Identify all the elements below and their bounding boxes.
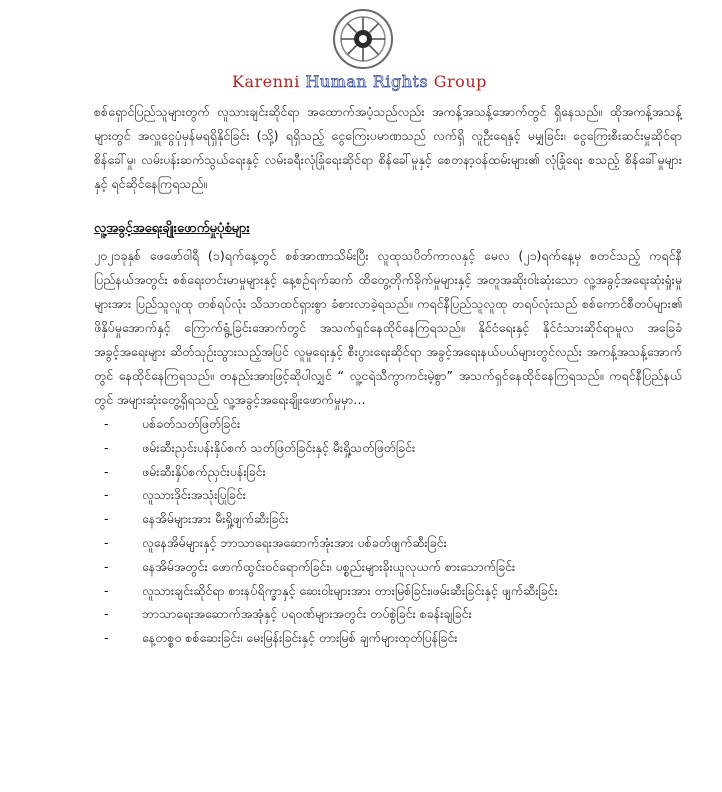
list-bullet: - bbox=[104, 630, 109, 646]
list-item bbox=[104, 579, 682, 603]
list-item bbox=[104, 626, 682, 650]
list-item-text: လူနေအိမ်များနှင့် ဘာသာရေးအဆောက်အုံးအား ပစ်ခတ်ဖျက်ဆီးခြင်း bbox=[142, 534, 447, 550]
org-name-word-2: Human Rights bbox=[305, 72, 429, 91]
list-bullet: - bbox=[104, 463, 109, 479]
list-item-text: ဖမ်းဆီးနှိပ်စက်ညှင်းပန်းခြင်း bbox=[142, 463, 266, 479]
list-item bbox=[104, 436, 682, 460]
list-item bbox=[104, 460, 682, 484]
list-bullet: - bbox=[104, 558, 109, 574]
org-name bbox=[232, 72, 487, 91]
list-item-text: နေအိမ်များအား မီးရှို့ဖျက်ဆီးခြင်း bbox=[142, 511, 289, 527]
list-item bbox=[104, 602, 682, 626]
list-item-text: ပစ်ခတ်သတ်ဖြတ်ခြင်း bbox=[142, 416, 241, 431]
intro-paragraph: စစ်ရှောင်ပြည်သူများတွက် လူသားချင်းဆိုင်ရာ အထောက်အပံ့သည်လည်း အကန့်အသန့်အောက်တွင် ရှိနေသည်။ ထိုအကန့်အသန့်များတွင် အလှူငွေပုံမှန်မရရှိနိုင်ခြင်း (သို့) ရရှိသည့် ငွေကြေးပမာဏသည် လက်ရှိ လူဦးရေနှင့် မမျှခြင်း၊ ငွေကြေးစီးဆင်းမှုဆိုင်ရာ စိန်ခေါ်မှု၊ လမ်းပန်းဆက်သွယ်ရေးနှင့် လမ်းခရီးလုံခြုံရေးဆိုင်ရာ စိန်ခေါ်မှုနှင့် စေတနာ့ဝန်ထမ်းများ၏ လုံခြုံရေး စသည့် စိန်ခေါ်မှုများနှင့် ရင်ဆိုင်နေကြရသည်။ bbox=[94, 104, 682, 191]
list-bullet: - bbox=[104, 582, 109, 598]
list-bullet: - bbox=[104, 534, 109, 550]
list-item-text: နေအိမ်အတွင်း ဖောက်ထွင်းဝင်ရောက်ခြင်း၊ ပစ္စည်းများခိုးယူလုယက် စားသောက်ခြင်း bbox=[142, 558, 516, 574]
section-paragraph: ၂၀၂၁ခုနှစ် ဖေဖော်ဝါရီ (၁)ရက်နေ့တွင် စစ်အာဏာသိမ်းပြီး လူထုသပိတ်ကာလနှင့် မေလ (၂၁)ရက်နေ့မှ စတင်သည့် ကရင်နီပြည်နယ်အတွင်း စစ်ရေးတင်းမာမှုများနှင့် နေ့စဉ်ရက်ဆက် ထိတွေ့တိုက်ခိုက်မှုများနှင့် အတူအဆိုးဝါးဆုံးသော လူ့အခွင့်အရေးဆုံးရှုံးမှုများအား ပြည်သူလူထု တစ်ရပ်လုံး သိသာထင်ရှားစွာ ခံစားလာခဲ့ရသည်။ ကရင်နီပြည်သူလူထု တရပ်လုံးသည် စစ်ကောင်စီတပ်များ၏ ဖိနှိပ်မှုအောက်နှင့် ကြောက်ရွံ့ခြင်းအောက်တွင် အသက်ရှင်နေထိုင်နေကြရသည်။ နိုင်ငံရေးနှင့် နိုင်ငံသားဆိုင်ရာမူလ အခြေခံအခွင့်အရေးများ ဆိတ်သုဉ်းသွားသည့်အပြင် လူမှုရေးနှင့် စီးပွားရေးဆိုင်ရာ အခွင့်အရေးနယ်ပယ်များတွင်လည်း အကန့်အသန့်အောက်တွင် နေထိုင်နေကြရသည်။ တနည်းအားဖြင့်ဆိုပါလျှင် “ လူ့ငရဲသီကွာကင်းမဲ့စွာ” အသက်ရှင်နေထိုင်နေကြရသည်။ ကရင်နီပြည်နယ်တွင် အများဆုံးတွေ့ရှိရသည့် လူ့အခွင့်အရေးချိုးဖောက်မှုမှာ… bbox=[94, 248, 682, 407]
list-item-text: လူသားချင်းဆိုင်ရာ စားနပ်ရိက္ခာနှင့် ဆေးဝါးများအား တားမြစ်ခြင်း၊ဖမ်းဆီးခြင်းနှင့် ဖျက်ဆီးခြင်း bbox=[142, 582, 558, 598]
list-item-text: ဘာသာရေးအဆောက်အအုံနှင့် ပရဝဏ်များအတွင်း တပ်စွဲခြင်း စခန်းချခြင်း bbox=[142, 606, 472, 622]
section-heading: လူ့အခွင့်အရေးချိုးဖောက်မှုပုံစံများ bbox=[94, 221, 250, 236]
list-bullet: - bbox=[104, 606, 109, 622]
list-item-text: နေ့တစ္စဝ စစ်ဆေးခြင်း၊ မေးမြန်းခြင်းနှင့် တားမြစ် ချက်များထုတ်ပြန်ခြင်း bbox=[142, 630, 458, 646]
letterhead bbox=[94, 0, 682, 96]
org-name-word-1: Karenni bbox=[232, 72, 300, 91]
list-item-text: လူသားဒိုင်းအသုံးပြုခြင်း bbox=[142, 487, 246, 503]
list-item bbox=[104, 555, 682, 579]
list-item bbox=[104, 531, 682, 555]
org-name-word-3: Group bbox=[433, 72, 487, 91]
list-item bbox=[104, 507, 682, 531]
list-item bbox=[104, 483, 682, 507]
list-bullet: - bbox=[104, 439, 109, 455]
list-item bbox=[104, 412, 682, 436]
khrg-logo-icon bbox=[332, 8, 394, 70]
list-bullet: - bbox=[104, 487, 109, 503]
list-item-text: ဖမ်းဆီးညှင်းပန်းနှိပ်စက် သတ်ဖြတ်ခြင်းနှင့် မီးရှို့သတ်ဖြတ်ခြင်း bbox=[142, 439, 416, 455]
list-bullet: - bbox=[104, 511, 109, 527]
list-bullet: - bbox=[104, 416, 109, 431]
violations-list bbox=[94, 412, 682, 650]
